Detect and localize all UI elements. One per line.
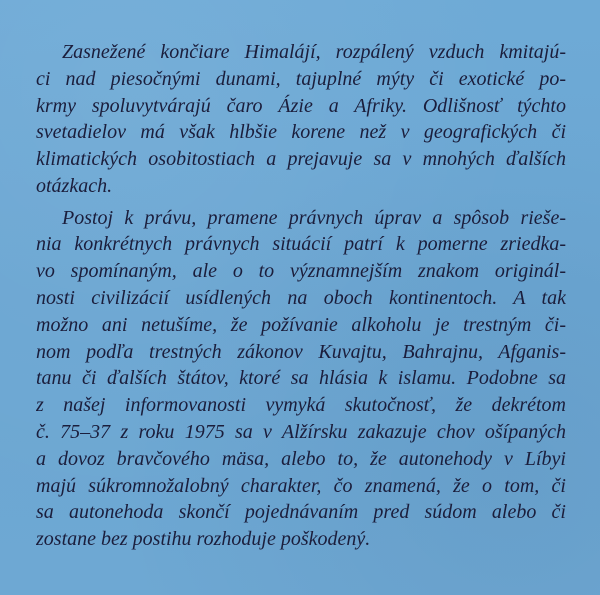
paragraph-line: a dovoz bravčového mäsa, alebo to, že autonehody v Líbyi (36, 447, 566, 470)
paragraph-line: č. 75–37 z roku 1975 sa v Alžírsku zakazuje chov ošípaných (36, 420, 566, 443)
paragraph-line: svetadielov má však hlbšie korene než v geografických či (36, 121, 566, 144)
paragraph-line: nom podľa trestných zákonov Kuvajtu, Bahrajnu, Afganis- (36, 340, 566, 363)
paragraph-line: zostane bez postihu rozhoduje poškodený. (36, 528, 371, 551)
paragraph-line: možno ani netušíme, že požívanie alkoholu je trestným či- (36, 313, 566, 336)
paragraph-line: majú súkromnožalobný charakter, čo znamená, že o tom, či (36, 474, 566, 497)
paragraph-2 (36, 205, 566, 553)
paragraph-line: ci nad piesočnými dunami, tajuplné mýty či exotické po- (36, 67, 566, 90)
paragraph-line: klimatických osobitostiach a prejavuje sa v mnohých ďalších (36, 148, 566, 171)
paragraph-line: Postoj k právu, pramene právnych úprav a spôsob rieše- (62, 206, 566, 229)
paragraph-line: otázkach. (36, 174, 113, 197)
paragraph-line: Zasnežené končiare Himalájí, rozpálený vzduch kmitajú- (62, 41, 566, 63)
paragraph-line: nia konkrétnych právnych situácií patrí k pomerne zriedka- (36, 233, 566, 256)
paragraph-line: vo spomínaným, ale o to významnejším znakom originál- (36, 260, 566, 283)
paragraph-line: krmy spoluvytvárajú čaro Ázie a Afriky. Odlišnosť týchto (36, 94, 566, 117)
paragraph-line: tanu či ďalších štátov, ktoré sa hlásia k islamu. Podobne sa (36, 367, 566, 390)
text-block (36, 39, 566, 553)
paragraph-line: sa autonehoda skončí pojednávaním pred súdom alebo či (36, 501, 566, 524)
paragraph-1 (36, 39, 566, 200)
paragraph-line: nosti civilizácií usídlených na oboch kontinentoch. A tak (36, 286, 566, 309)
paragraph-line: z našej informovanosti vymyká skutočnosť, že dekrétom (36, 394, 566, 417)
